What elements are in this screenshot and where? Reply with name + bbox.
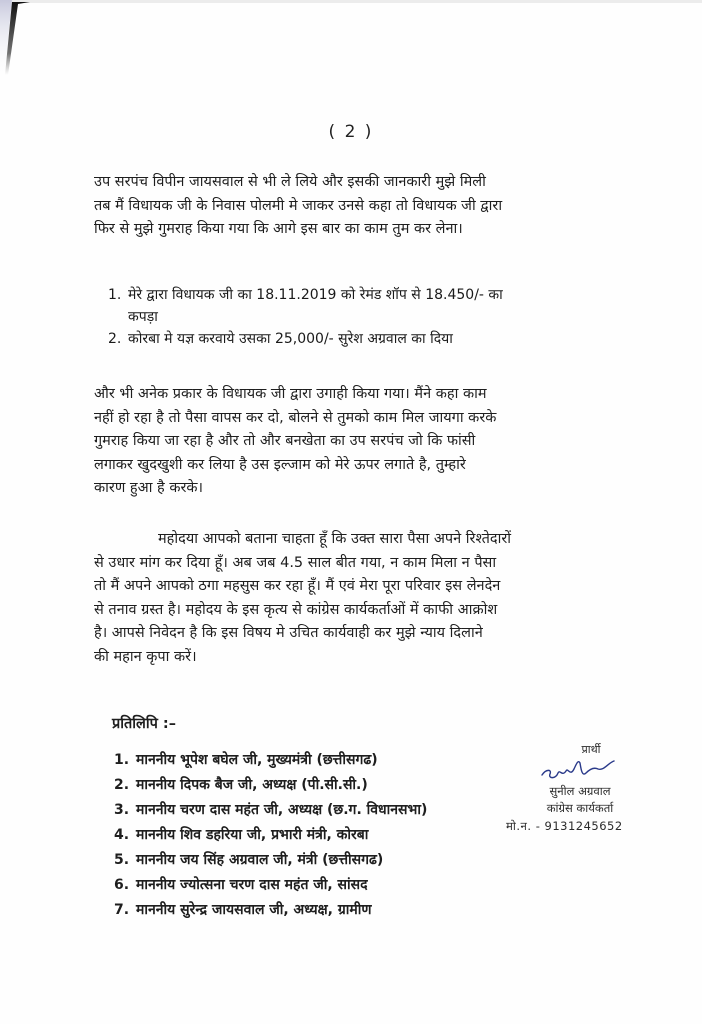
recipient: माननीय चरण दास महंत जी, अध्यक्ष (छ.ग. विधानसभा) <box>136 802 428 818</box>
copy-to-item <box>114 848 494 873</box>
item-number: 3. <box>114 802 130 818</box>
paragraph-line: की महान कृपा करें। <box>94 648 197 665</box>
page-number: ( 2 ) <box>328 122 374 142</box>
paragraph-line: उप सरपंच विपीन जायसवाल से भी ले लिये और इसकी जानकारी मुझे मिली <box>94 174 486 190</box>
copy-to-item <box>114 773 494 798</box>
paragraph-line: है। आपसे निवेदन है कि इस विषय मे उचित कार्यवाही कर मुझे न्याय दिलाने <box>94 625 483 641</box>
page-top-edge <box>0 0 702 3</box>
recipient: माननीय सुरेन्द्र जायसवाल जी, अध्यक्ष, ग्रामीण <box>136 902 372 918</box>
applicant-name: सुनील अग्रवाल <box>549 784 611 798</box>
paragraph-line: तो मैं अपने आपको ठगा महसुस कर रहा हूँ। मैं एवं मेरा पूरा परिवार इस लेनदेन <box>94 578 501 594</box>
paragraph-line: से उधार मांग कर दिया हूँ। अब जब 4.5 साल बीत गया, न काम मिला न पैसा <box>94 554 497 571</box>
copy-to-item <box>114 898 494 923</box>
item-number: 5. <box>114 852 130 868</box>
paragraph-line: महोदया आपको बताना चाहता हूँ कि उक्त सारा पैसा अपने रिश्तेदारों <box>158 531 512 547</box>
paragraph-line: से तनाव ग्रस्त है। महोदय के इस कृत्य से कांग्रेस कार्यकर्ताओं में काफी आक्रोश <box>94 601 498 618</box>
handwritten-signature <box>500 757 660 783</box>
paragraph-line: नहीं हो रहा है तो पैसा वापस कर दो, बोलने से तुमको काम मिल जायगा करके <box>94 409 497 426</box>
applicant-role: कांग्रेस कार्यकर्ता <box>546 801 614 815</box>
copy-to-item <box>114 823 494 848</box>
recipient: माननीय जय सिंह अग्रवाल जी, मंत्री (छत्तीसगढ) <box>136 852 384 868</box>
item-number: 2. <box>114 777 130 793</box>
item-number: 7. <box>114 902 130 918</box>
copy-to-heading: प्रतिलिपि :– <box>112 716 176 732</box>
recipient: माननीय शिव डहरिया जी, प्रभारी मंत्री, कोरबा <box>136 827 369 843</box>
applicant-label: प्रार्थी <box>581 743 601 756</box>
paragraph-2 <box>94 383 594 501</box>
expense-list <box>108 284 578 350</box>
copy-to-item <box>114 798 494 823</box>
item-text: मेरे द्वारा विधायक जी का 18.11.2019 को रेमंड शॉप से 18.450/- का <box>128 287 503 303</box>
recipient: माननीय ज्योत्सना चरण दास महंत जी, सांसद <box>136 877 368 893</box>
paper-corner-shadow <box>0 0 40 80</box>
signature-scribble <box>538 757 628 783</box>
paragraph-line: और भी अनेक प्रकार के विधायक जी द्वारा उगाही किया गया। मैंने कहा काम <box>94 386 487 402</box>
item-number: 1. <box>114 752 130 768</box>
paragraph-line: फिर से मुझे गुमराह किया गया कि आगे इस बार का काम तुम कर लेना। <box>94 221 463 237</box>
copy-to-list <box>114 748 494 923</box>
copy-to-item <box>114 748 494 773</box>
applicant-phone: मो.न. - 9131245652 <box>506 819 623 833</box>
item-text-continued: कपड़ा <box>128 309 158 325</box>
item-text: कोरबा मे यज्ञ करवाये उसका 25,000/- सुरेश अग्रवाल का दिया <box>128 331 453 347</box>
signature-block <box>500 742 660 835</box>
item-number: 2. <box>108 331 122 347</box>
paragraph-line: गुमराह किया जा रहा है और तो और बनखेता का उप सरपंच जो कि फांसी <box>94 433 476 449</box>
paragraph-line: तब मैं विधायक जी के निवास पोलमी मे जाकर उनसे कहा तो विधायक जी द्वारा <box>94 197 503 214</box>
recipient: माननीय दिपक बैज जी, अध्यक्ष (पी.सी.सी.) <box>136 777 368 793</box>
expense-item <box>108 284 578 306</box>
item-number: 4. <box>114 827 130 843</box>
item-number: 6. <box>114 877 130 893</box>
paragraph-line: लगाकर खुदखुशी कर लिया है उस इल्जाम को मेरे ऊपर लगाते है, तुम्हारे <box>94 456 466 473</box>
paragraph-line: कारण हुआ है करके। <box>94 480 204 496</box>
recipient: माननीय भूपेश बघेल जी, मुख्यमंत्री (छत्तीसगढ) <box>136 752 378 768</box>
expense-item <box>108 328 578 350</box>
copy-to-item <box>114 873 494 898</box>
paragraph-3 <box>94 528 594 669</box>
item-number: 1. <box>108 287 122 303</box>
paragraph-1 <box>94 171 594 242</box>
